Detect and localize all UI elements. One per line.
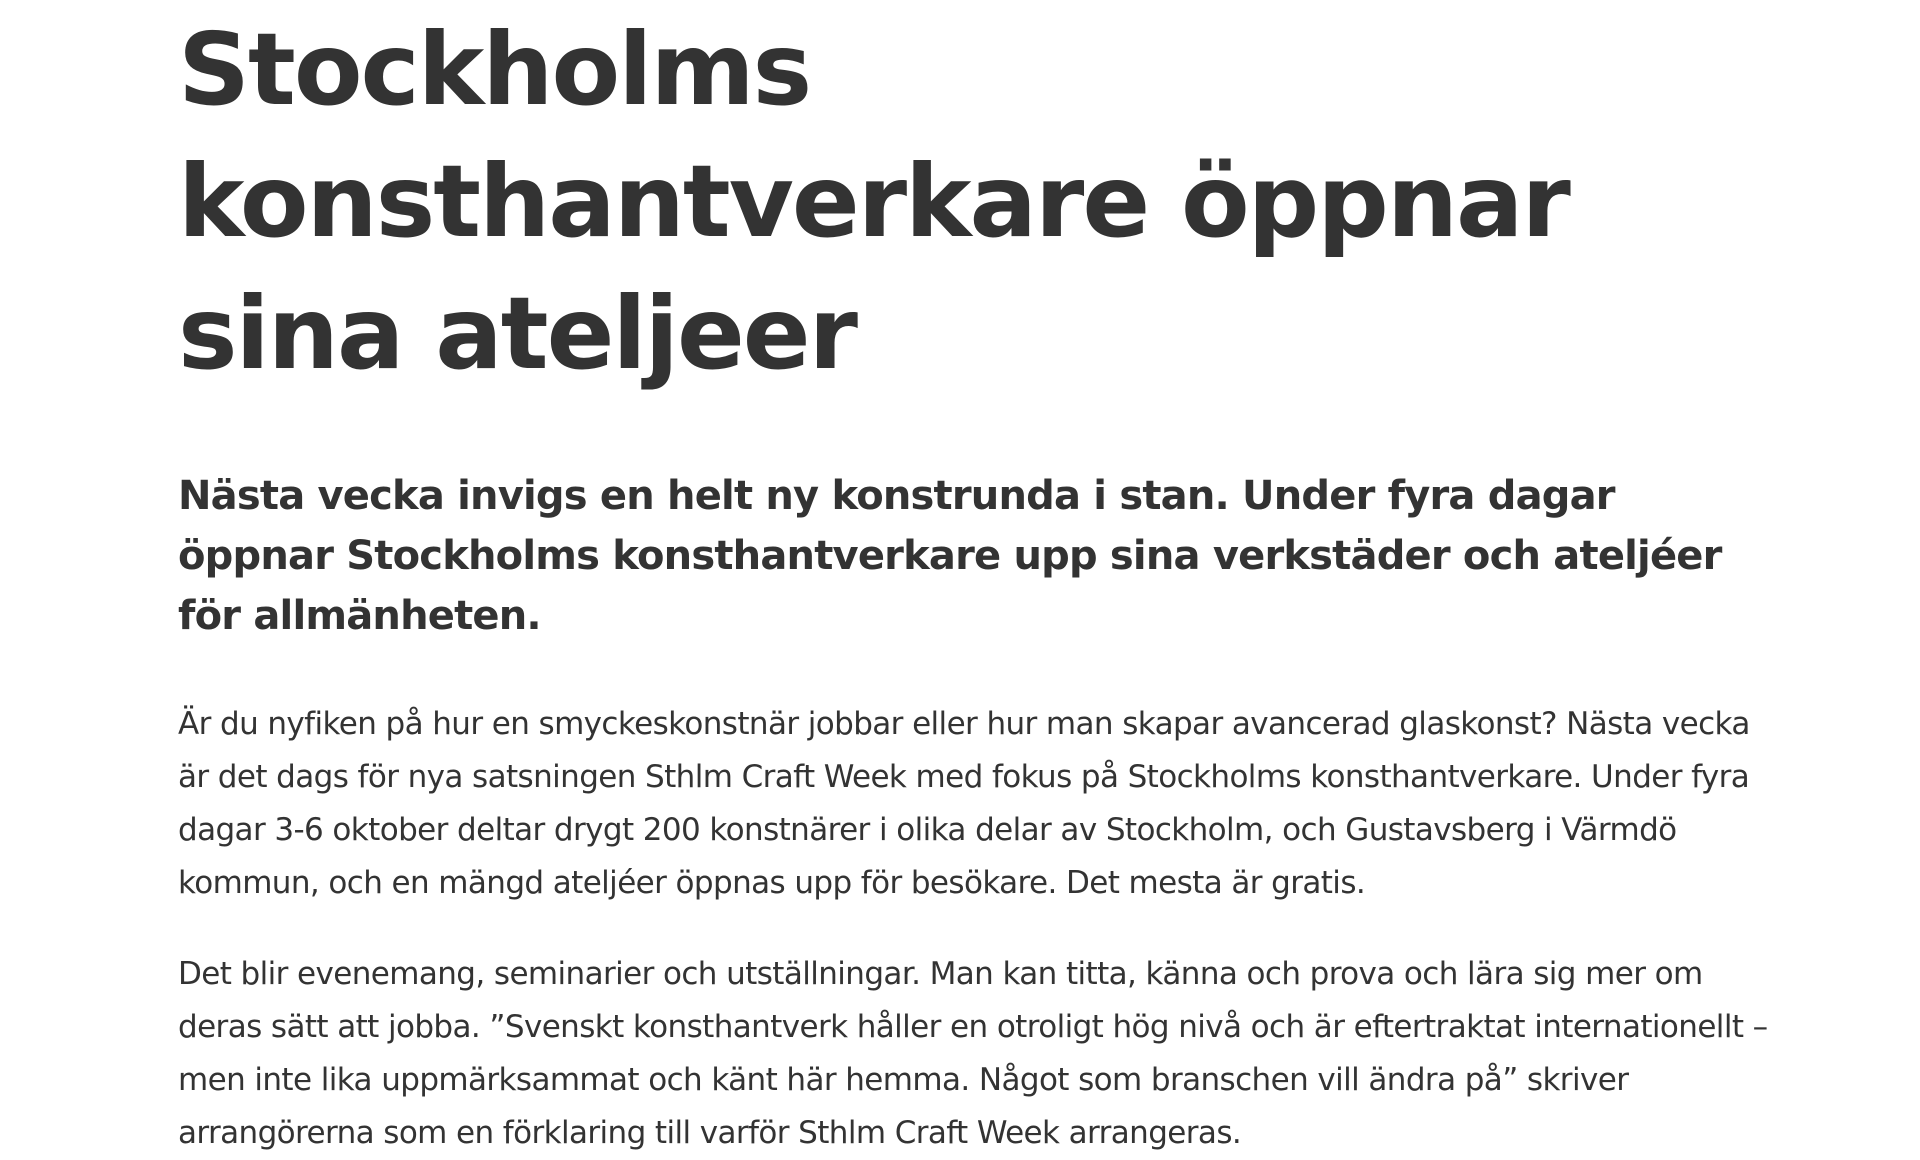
article-ingress: Nästa vecka invigs en helt ny konstrunda i stan. Under fyra dagar öppnar Stockholms konsthantverkare upp sina verkstäder och ateljéer för allmänheten. bbox=[178, 473, 1722, 639]
article-paragraph-1: Är du nyfiken på hur en smyckeskonstnär jobbar eller hur man skapar avancerad glaskonst? Nästa vecka är det dags för nya satsningen Sthlm Craft Week med fokus på Stockholms konsthantverkare. Under fyra dagar 3-6 oktober deltar drygt 200 konstnärer i olika delar av Stockholm, och Gustavsberg i Värmdö kommun, och en mängd ateljéer öppnas upp för besökare. Det mesta är gratis. bbox=[178, 706, 1750, 901]
article-paragraph-2: Det blir evenemang, seminarier och utställningar. Man kan titta, känna och prova och lära sig mer om deras sätt att jobba. ”Svenskt konsthantverk håller en otroligt hög nivå och är eftertraktat internationellt – men inte lika uppmärksammat och känt här hemma. Något som branschen vill ändra på” skriver arrangörerna som en förklaring till varför Sthlm Craft Week arrangeras. bbox=[178, 956, 1768, 1151]
article-headline: Stockholms konsthantverkare öppnar sina ateljeer bbox=[178, 11, 1569, 392]
article bbox=[178, 0, 1788, 1160]
